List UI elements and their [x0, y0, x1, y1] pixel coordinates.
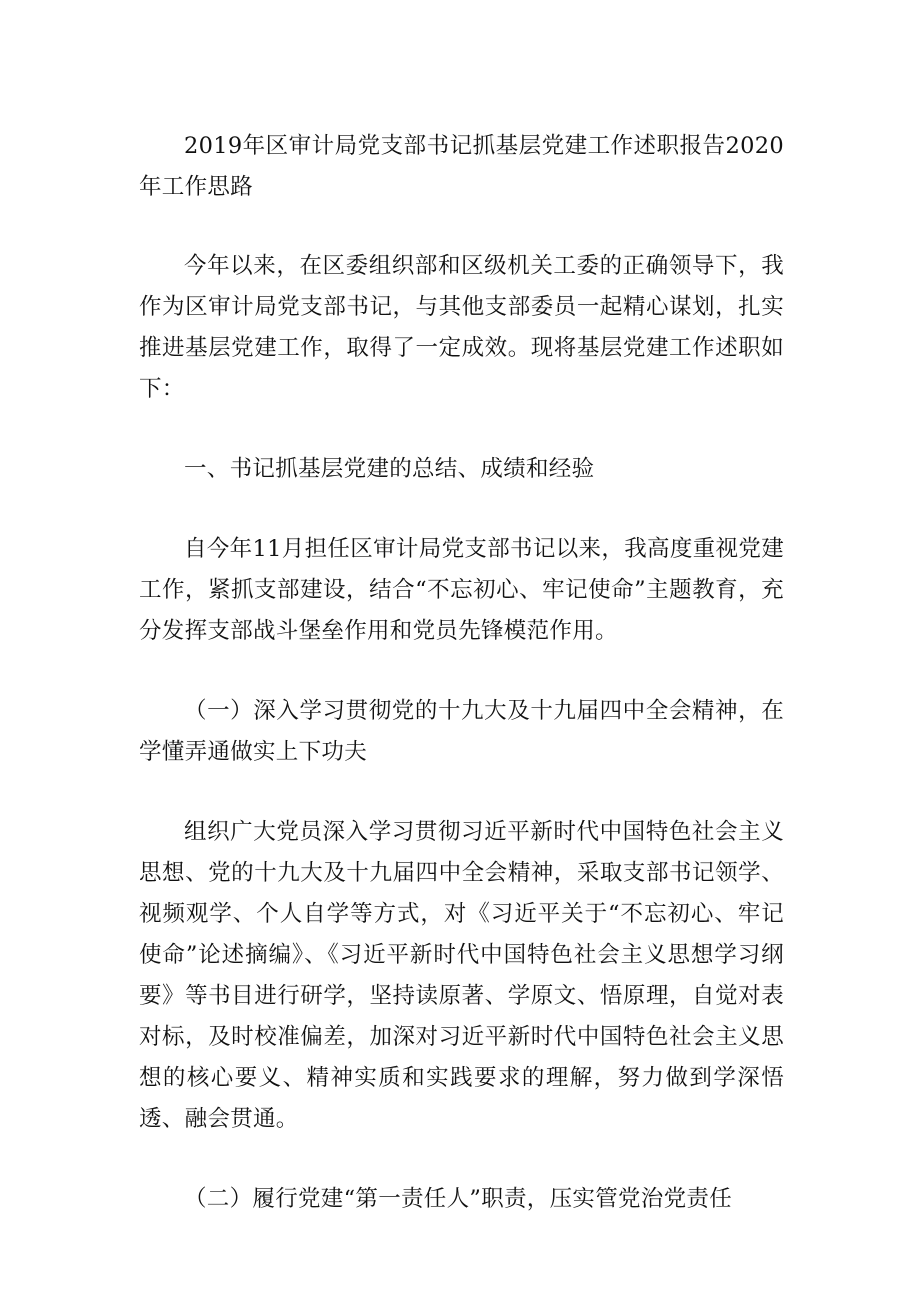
paragraph-subsection-1: 组织广大党员深入学习贯彻习近平新时代中国特色社会主义思想、党的十九大及十九届四中全会精神，采取支部书记领学、视频观学、个人自学等方式，对《习近平关于“不忘初心、牢记使命”论述摘编》、《习近平新时代中国特色社会主义思想学习纲要》等书目进行研学，坚持读原著、学原文、悟原理，自觉对表对标，及时校准偏差，加深对习近平新时代中国特色社会主义思想的核心要义、精神实质和实践要求的理解，努力做到学深悟透、融会贯通。	[139, 819, 784, 1132]
subsection-heading-1: （一）深入学习贯彻党的十九大及十九届四中全会精神，在学懂弄通做实上下功夫	[139, 698, 784, 765]
document-title: 2019年区审计局党支部书记抓基层党建工作述职报告2020年工作思路	[139, 133, 784, 200]
document-body	[139, 126, 784, 1259]
paragraph-section-1: 自今年11月担任区审计局党支部书记以来，我高度重视党建工作，紧抓支部建设，结合“不忘初心、牢记使命”主题教育，充分发挥支部战斗堡垒作用和党员先锋模范作用。	[139, 536, 784, 644]
paragraph-intro: 今年以来，在区委组织部和区级机关工委的正确领导下，我作为区审计局党支部书记，与其他支部委员一起精心谋划，扎实推进基层党建工作，取得了一定成效。现将基层党建工作述职如下：	[139, 253, 784, 402]
subsection-heading-2: （二）履行党建“第一责任人”职责，压实管党治党责任	[184, 1186, 733, 1212]
section-heading-1: 一、书记抓基层党建的总结、成绩和经验	[184, 456, 595, 482]
